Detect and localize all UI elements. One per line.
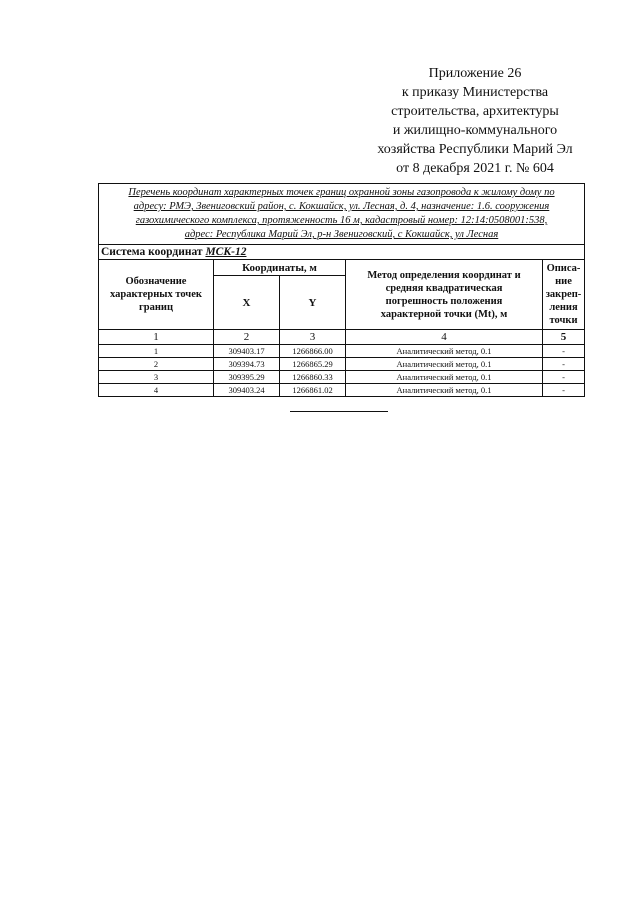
table-title	[99, 184, 585, 245]
appendix-line: строительства, архитектуры	[391, 104, 559, 119]
cell-x: 309403.24	[214, 384, 280, 397]
header-method-line: Метод определения координат и	[367, 269, 521, 281]
cell-method: Аналитический метод, 0.1	[346, 345, 543, 358]
appendix-header	[330, 64, 620, 178]
title-line: газохимического комплекса, протяженность 16 м, кадастровый номер: 12:14:0508001:538,	[135, 215, 548, 226]
title-line: Перечень координат характерных точек границ охранной зоны газопровода к жилому дому по	[128, 187, 555, 198]
cell-y: 1266861.02	[280, 384, 346, 397]
header-point-line: Обозначение	[125, 276, 187, 287]
header-desc-line: Описа-	[546, 263, 581, 274]
cell-point: 1	[99, 345, 214, 358]
column-numbers-row	[99, 330, 585, 345]
table-row	[99, 371, 585, 384]
cell-x: 309394.73	[214, 358, 280, 371]
separator-line	[290, 411, 388, 412]
cell-y: 1266860.33	[280, 371, 346, 384]
header-desc-line: ние	[555, 276, 572, 287]
cell-y: 1266865.29	[280, 358, 346, 371]
appendix-line: от 8 декабря 2021 г. № 604	[396, 161, 554, 176]
header-method-line: погрешность положения	[385, 295, 503, 307]
cell-method: Аналитический метод, 0.1	[346, 384, 543, 397]
header-coords: Координаты, м	[214, 260, 346, 276]
header-desc-line: точки	[549, 315, 578, 326]
cell-x: 309403.17	[214, 345, 280, 358]
col-number: 2	[214, 330, 280, 345]
header-method	[346, 260, 543, 330]
appendix-line: Приложение 26	[428, 66, 522, 81]
header-method-line: средняя квадратическая	[385, 282, 503, 294]
cell-point: 2	[99, 358, 214, 371]
col-number: 5	[543, 330, 585, 345]
header-point	[99, 260, 214, 330]
table-row	[99, 384, 585, 397]
cell-desc: -	[543, 384, 585, 397]
col-number: 3	[280, 330, 346, 345]
header-desc	[543, 260, 585, 330]
title-line: адрес: Республика Марий Эл, р-н Звениговский, с Кокшайск, ул Лесная	[184, 229, 499, 240]
cell-desc: -	[543, 345, 585, 358]
col-number: 4	[346, 330, 543, 345]
cell-method: Аналитический метод, 0.1	[346, 358, 543, 371]
header-point-line: характерных точек	[110, 289, 202, 300]
cell-y: 1266866.00	[280, 345, 346, 358]
cell-desc: -	[543, 371, 585, 384]
cell-desc: -	[543, 358, 585, 371]
appendix-line: к приказу Министерства	[401, 85, 549, 100]
table-row	[99, 358, 585, 371]
header-desc-line: ления	[549, 302, 578, 313]
table-row	[99, 345, 585, 358]
col-number: 1	[99, 330, 214, 345]
cell-x: 309395.29	[214, 371, 280, 384]
cell-method: Аналитический метод, 0.1	[346, 371, 543, 384]
header-y: Y	[280, 276, 346, 330]
coordinates-table	[98, 183, 585, 397]
coordinate-system	[99, 245, 585, 260]
header-desc-line: закреп-	[545, 289, 582, 300]
appendix-line: хозяйства Республики Марий Эл	[377, 142, 573, 157]
cell-point: 4	[99, 384, 214, 397]
coordinate-system-label: Система координат	[101, 246, 203, 258]
header-method-line: характерной точки (Mt), м	[380, 308, 508, 320]
header-point-line: границ	[138, 302, 173, 313]
coordinate-system-value: МСК-12	[205, 246, 247, 258]
appendix-line: и жилищно-коммунального	[392, 123, 558, 138]
header-x: X	[214, 276, 280, 330]
title-line: адресу: РМЭ, Звениговский район, с. Кокшайск, ул. Лесная, д. 4, назначение: 1.6. сооружения	[133, 201, 550, 212]
cell-point: 3	[99, 371, 214, 384]
